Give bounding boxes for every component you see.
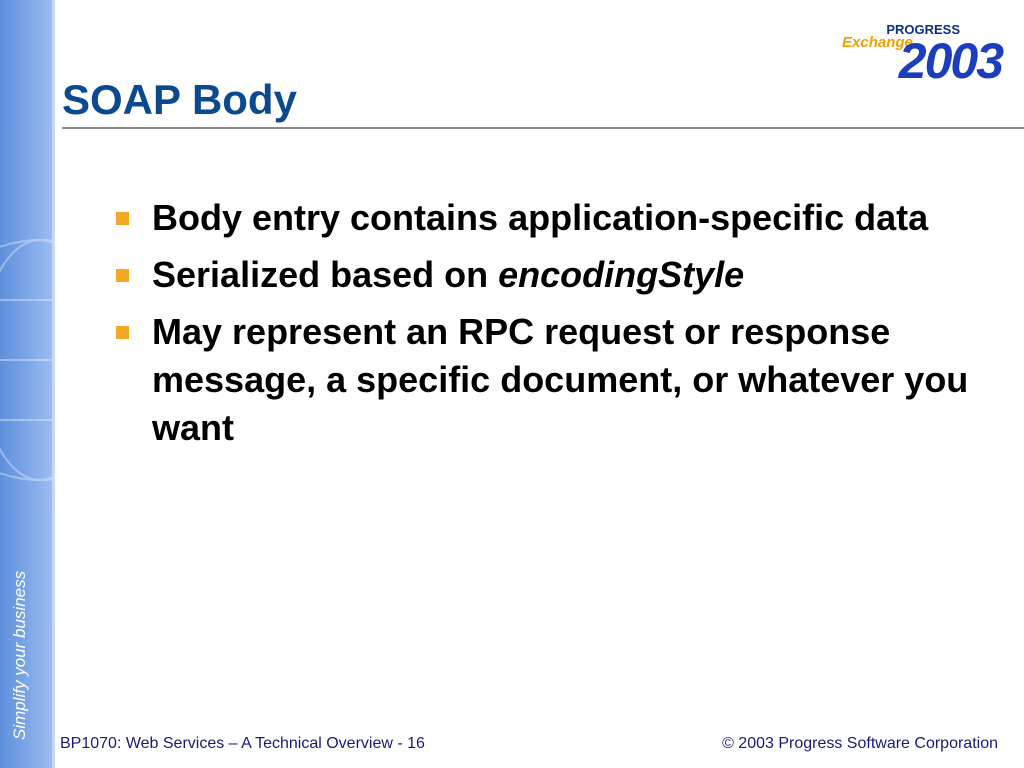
bullet-item xyxy=(152,251,992,299)
logo-progress-text: PROGRESS xyxy=(886,22,960,37)
logo-year-text: 2003 xyxy=(898,33,1002,89)
logo-exchange-text: Exchange xyxy=(842,34,913,51)
title-divider xyxy=(62,127,1024,129)
footer-right: © 2003 Progress Software Corporation xyxy=(722,735,998,752)
bullet-list xyxy=(152,194,992,461)
sidebar xyxy=(0,0,55,768)
bullet-text: Body entry contains application-specific data xyxy=(152,197,929,238)
bullet-text: May represent an RPC request or response message, a specific document, or whatever you want xyxy=(152,311,969,448)
bullet-item xyxy=(152,194,992,242)
progress-exchange-logo xyxy=(842,22,1002,92)
bullet-text: Serialized based on xyxy=(152,254,499,295)
footer-left: BP1070: Web Services – A Technical Overview - 16 xyxy=(60,735,425,752)
bullet-square-icon xyxy=(116,212,129,225)
bullet-emphasis: encodingStyle xyxy=(498,254,745,295)
globe-watermark-icon xyxy=(0,200,52,520)
sidebar-tagline: Simplify your business xyxy=(10,570,29,740)
bullet-square-icon xyxy=(116,326,129,339)
slide-title: SOAP Body xyxy=(62,76,297,123)
bullet-square-icon xyxy=(116,269,129,282)
bullet-item xyxy=(152,308,992,452)
